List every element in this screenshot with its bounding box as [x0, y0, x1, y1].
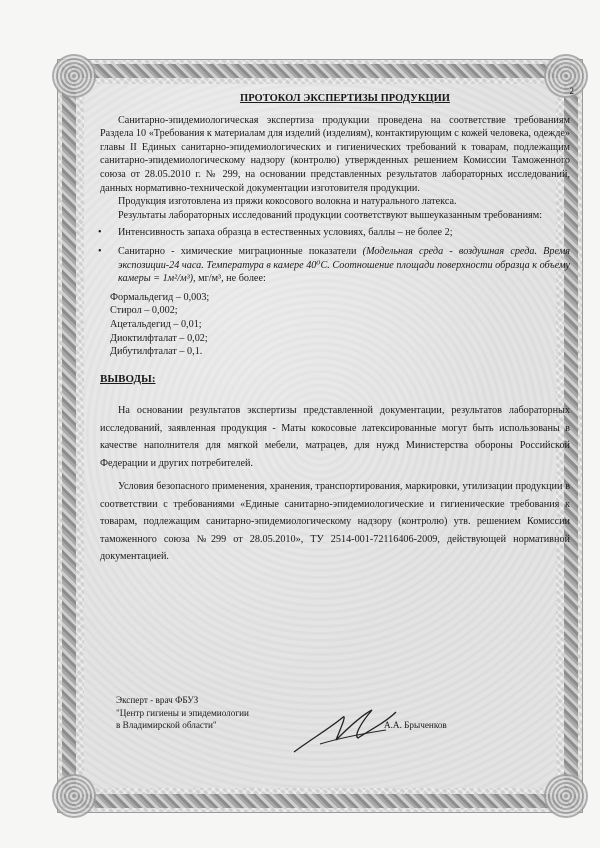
list-item — [100, 226, 570, 240]
signer-name: А.А. Брыченков — [384, 720, 447, 730]
conclusion-paragraph-2: Условия безопасного применения, хранения, транспортирования, маркировки, утилизации продукции в соответствии с требованиями «Единые санитарно-эпидемиологические и гигиенические требования к товарам, подлежащим санитарно-эпидемиологическому надзору (контролю) утв. решением Комиссии таможенного союза №299 от 28.05.2010», ТУ 2514-001-72116406-2009, действующей нормативной документацией. — [100, 481, 570, 563]
corner-ornament — [52, 774, 96, 818]
limit-item: Стирол – 0,002; — [110, 305, 178, 317]
limit-item: Формальдегид – 0,003; — [110, 291, 210, 303]
migration-suffix: мг/м³, не более: — [198, 273, 266, 285]
document-title: ПРОТОКОЛ ЭКСПЕРТИЗЫ ПРОДУКЦИИ — [240, 93, 450, 104]
requirements-list — [100, 226, 570, 285]
results-paragraph: Результаты лабораторных исследований продукции соответствуют вышеуказанным требованиям: — [118, 209, 543, 221]
page-number: 2 — [569, 86, 574, 96]
signer-title-line-1: Эксперт - врач ФБУЗ — [116, 695, 199, 705]
list-item — [100, 245, 570, 286]
limit-item: Ацетальдегид – 0,01; — [110, 318, 202, 330]
odor-requirement: Интенсивность запаха образца в естественных условиях, баллы – не более 2; — [118, 227, 453, 239]
conclusions-heading: ВЫВОДЫ: — [100, 372, 156, 385]
document-body — [100, 92, 570, 566]
corner-ornament — [544, 774, 588, 818]
intro-paragraph: Санитарно-эпидемиологическая экспертиза продукции проведена на соответствие требованиям Раздела 10 «Требования к материалам для изделий (изделиям), контактирующим с кожей человека, одежде» главы II Единых санитарно-эпидемиологических и гигиенических требований к товарам, подлежащим санитарно-эпидемиологическому надзору (контролю) утвержденных решением Комиссии Таможенного союза от 28.05.2010 г. № 299, на основании представленных результатов лабораторных исследований, данных нормативно-технической документации изготовителя продукции. — [100, 114, 570, 194]
limits-list — [100, 291, 570, 359]
signer-title-line-3: в Владимирской области" — [116, 720, 217, 730]
handwritten-signature — [290, 700, 400, 760]
signer-title-line-2: "Центр гигиены и эпидемиологии — [116, 707, 249, 718]
conclusion-paragraph-1: На основании результатов экспертизы представленной документации, результатов лабораторных исследований, заявленная продукция - Маты кокосовые латексированные могут быть использованы в качестве наполнителя для мягкой мебели, матрацев, для нужд Министерства обороны Российской Федерации и других потребителей. — [100, 405, 570, 469]
migration-conditions: (Модельная среда - воздушная среда. Время экспозиции-24 часа. Температура в камере 40⁰С. Соотношение площади поверхности образца к объему камеры = 1м²/м³), — [118, 245, 570, 285]
limit-item: Дибутилфталат – 0,1. — [110, 346, 203, 358]
migration-prefix: Санитарно - химические миграционные показатели — [118, 245, 357, 257]
corner-ornament — [52, 54, 96, 98]
material-paragraph: Продукция изготовлена из пряжи кокосового волокна и натурального латекса. — [118, 196, 457, 208]
limit-item: Диоктилфталат – 0,02; — [110, 332, 208, 344]
